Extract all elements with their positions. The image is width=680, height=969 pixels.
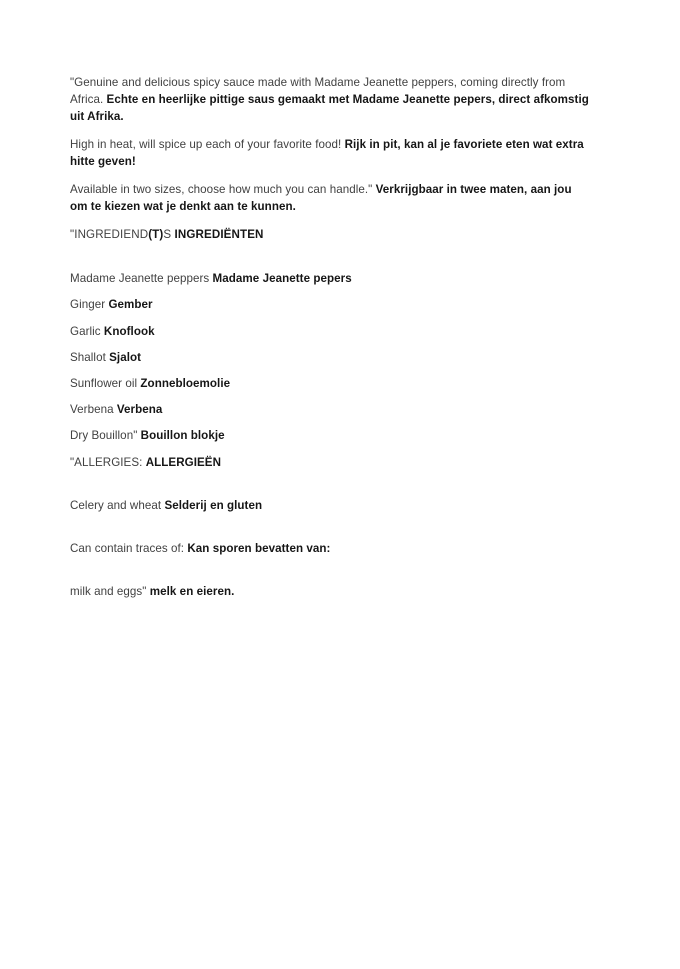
ingredient-dutch: Verbena [116, 403, 163, 417]
ingredient-dutch: Madame Jeanette pepers [212, 272, 352, 286]
spacer-after-allergies-content [70, 514, 592, 540]
paragraph-heat [70, 136, 592, 170]
ingredient-dutch: Knoflook [103, 324, 155, 338]
ingredient-english: Shallot [70, 350, 110, 364]
ingredient-dutch: Gember [108, 298, 153, 312]
paragraph-intro [70, 74, 592, 126]
ingredient-english: Madame Jeanette peppers [70, 272, 213, 286]
spacer-after-ingredients-heading [70, 243, 592, 270]
spacer-after-allergies-heading [70, 471, 592, 497]
traces-items-dutch: melk en eieren. [149, 585, 235, 599]
paragraph-heat-dutch: Rijk in pit, kan al je favoriete eten wat extra hitte geven! [70, 138, 584, 169]
paragraph-sizes-english: Available in two sizes, choose how much you can handle." [70, 183, 376, 197]
ingredient-english: Sunflower oil [70, 376, 141, 390]
allergies-heading-dutch: ALLERGIEËN [145, 455, 222, 469]
traces-items [70, 583, 592, 600]
ingredient-dutch: Bouillon blokje [140, 429, 225, 443]
allergies-content [70, 497, 592, 514]
allergies-content-english: Celery and wheat [70, 498, 165, 512]
document-body [70, 74, 592, 600]
list-item [70, 349, 592, 366]
ingredient-dutch: Sjalot [109, 350, 142, 364]
paragraph-sizes-dutch: Verkrijgbaar in twee maten, aan jou om te kiezen wat je denkt aan te kunnen. [70, 183, 572, 214]
paragraph-heat-english: High in heat, will spice up each of your favorite food! [70, 138, 345, 152]
paragraph-intro-english: "Genuine and delicious spicy sauce made with Madame Jeanette peppers, coming directly from Africa. [70, 76, 566, 107]
list-item [70, 375, 592, 392]
ingredient-list [70, 270, 592, 444]
list-item [70, 296, 592, 313]
allergies-content-dutch: Selderij en gluten [164, 498, 263, 512]
ingredient-english: Garlic [70, 324, 104, 338]
allergies-heading [70, 454, 592, 471]
ingredients-heading-english-suffix: S [163, 227, 175, 241]
ingredients-heading-dutch: INGREDIËNTEN [174, 227, 264, 241]
list-item [70, 270, 592, 287]
list-item [70, 427, 592, 444]
spacer-after-traces-heading [70, 557, 592, 583]
ingredient-english: Ginger [70, 298, 109, 312]
ingredient-english: Verbena [70, 403, 117, 417]
traces-heading-dutch: Kan sporen bevatten van: [187, 541, 331, 555]
ingredients-heading [70, 226, 592, 243]
ingredients-heading-english-prefix: "INGREDIEND [70, 227, 149, 241]
paragraph-sizes [70, 181, 592, 215]
traces-heading [70, 540, 592, 557]
traces-heading-english: Can contain traces of: [70, 541, 188, 555]
paragraph-intro-dutch: Echte en heerlijke pittige saus gemaakt met Madame Jeanette pepers, direct afkomstig uit Afrika. [70, 93, 589, 124]
ingredient-dutch: Zonnebloemolie [140, 376, 231, 390]
traces-items-english: milk and eggs" [70, 585, 150, 599]
list-item [70, 323, 592, 340]
ingredient-english: Dry Bouillon" [70, 429, 141, 443]
list-item [70, 401, 592, 418]
ingredients-heading-english-bold-mid: (T) [148, 227, 164, 241]
allergies-heading-english: "ALLERGIES: [70, 455, 146, 469]
